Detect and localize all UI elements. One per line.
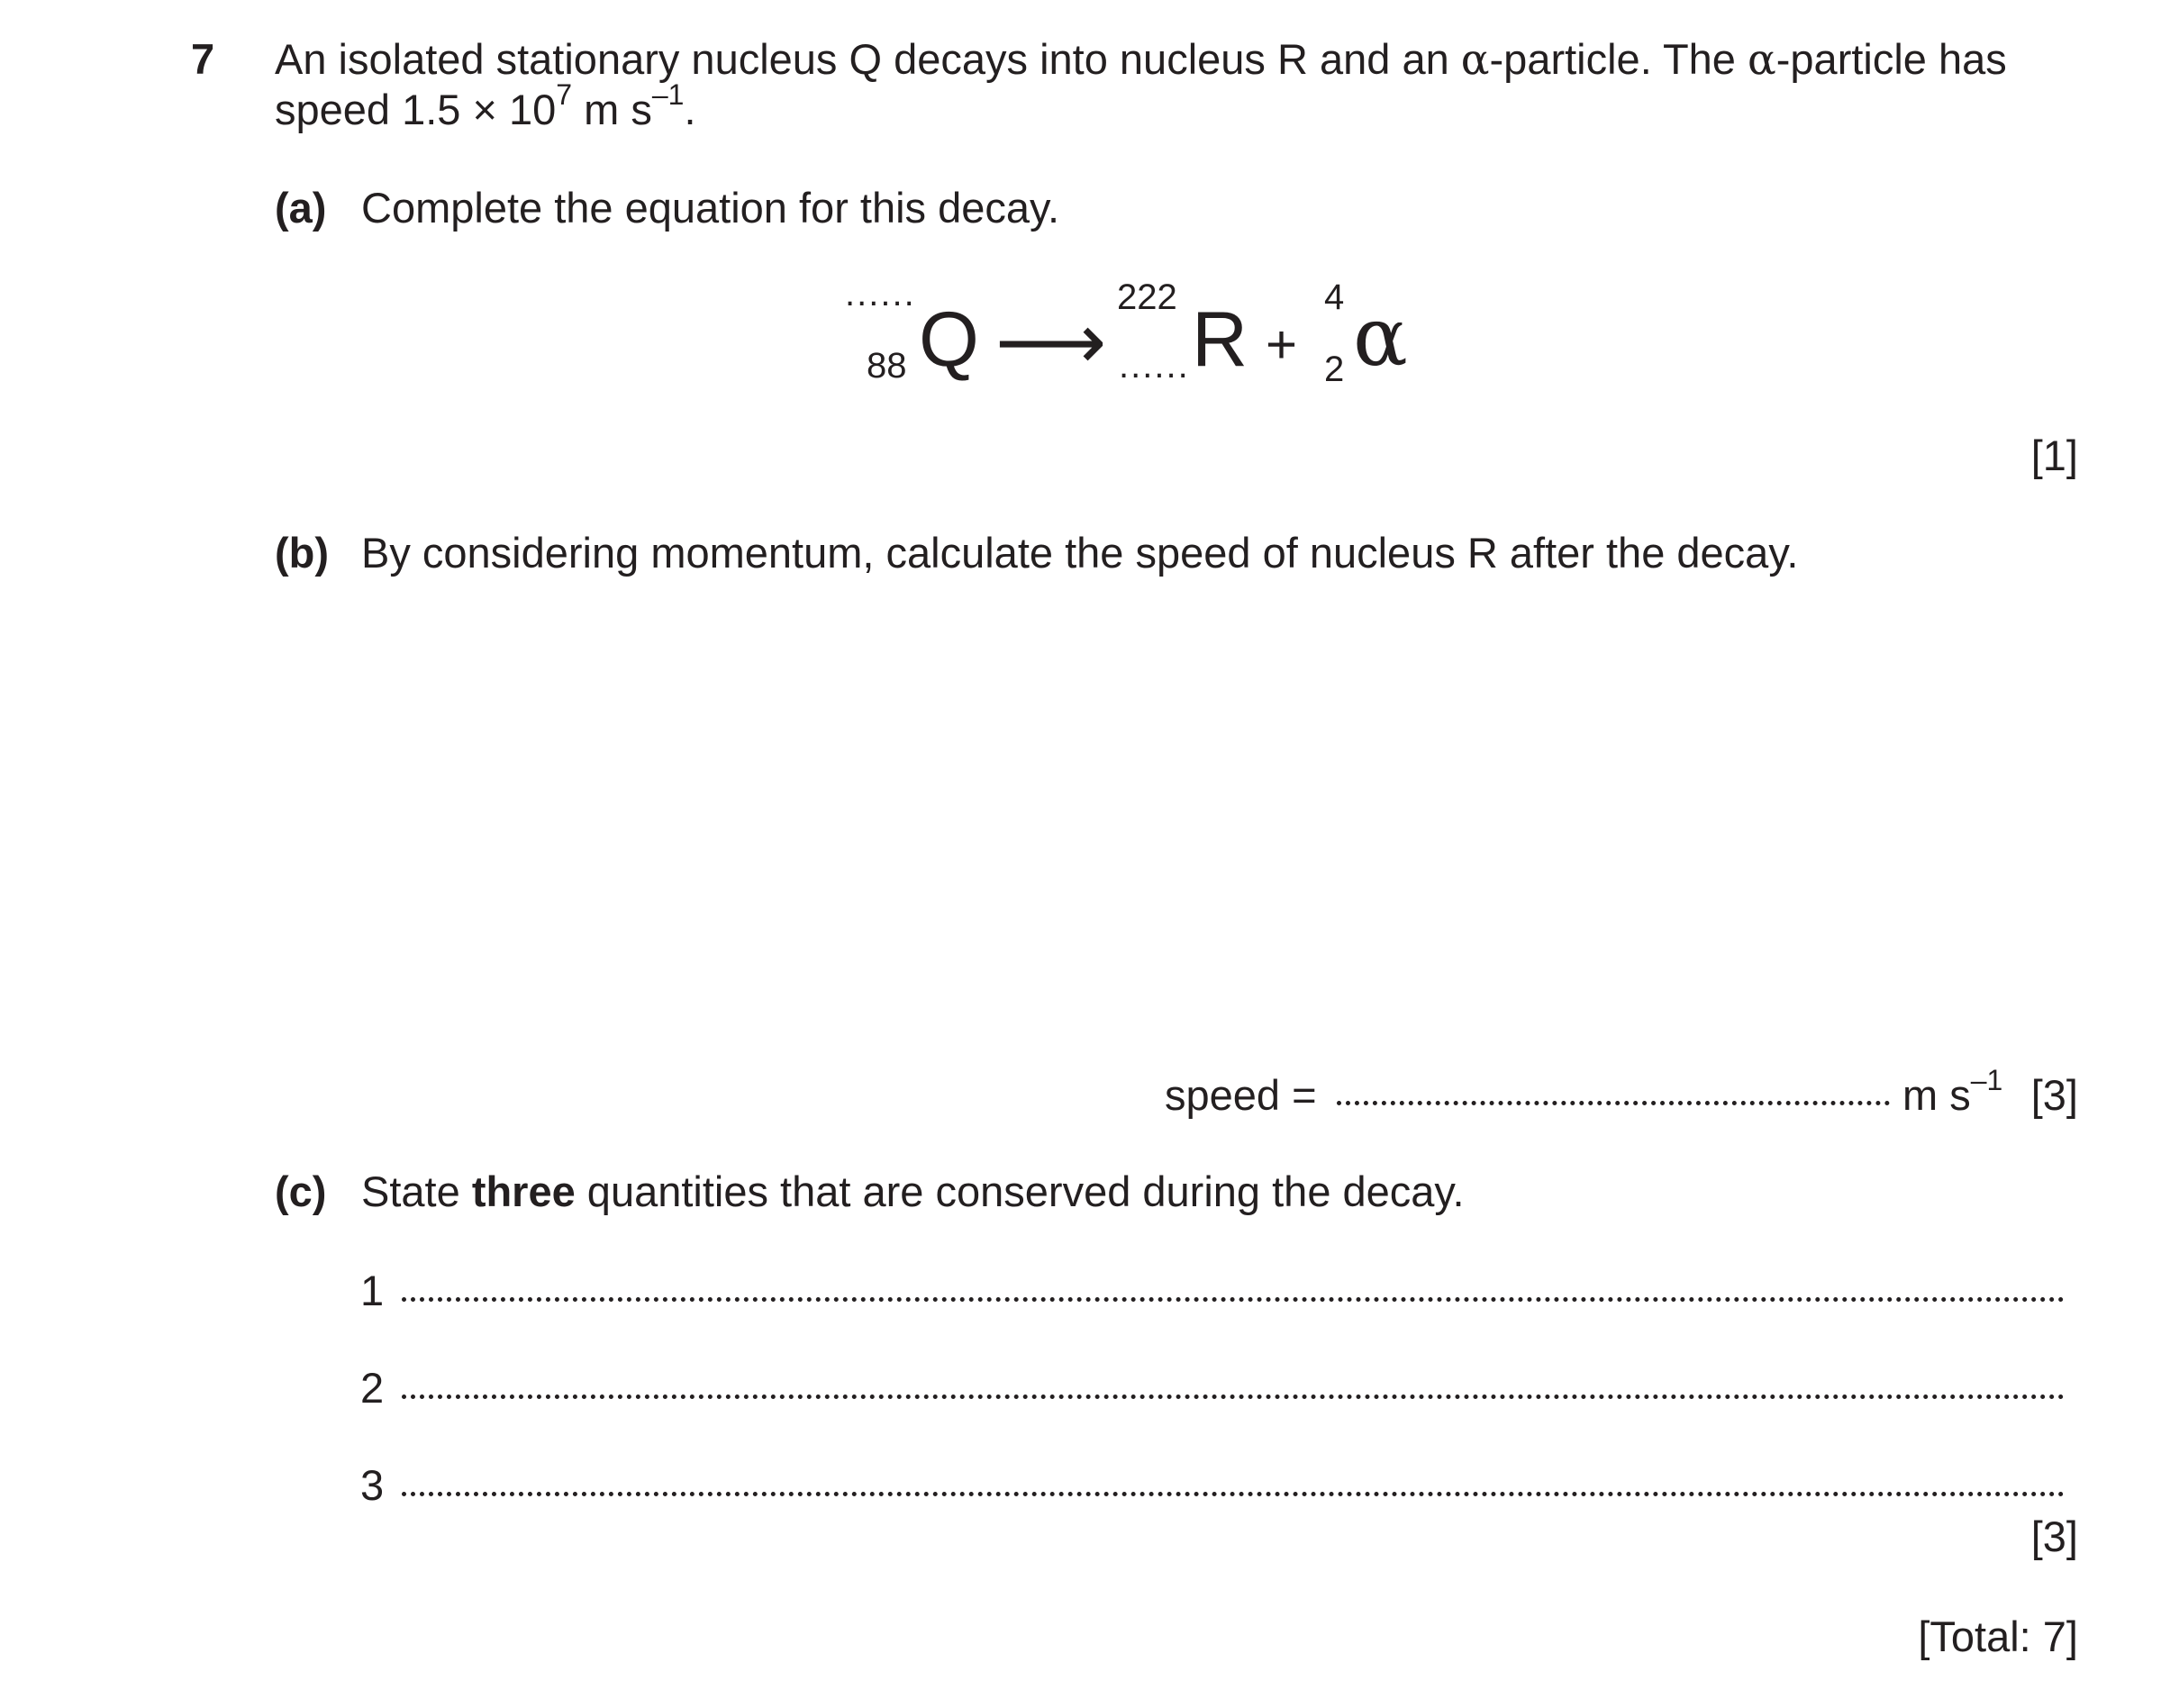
question-stem-line1 xyxy=(275,35,2076,85)
r-mass-number: 222 xyxy=(1117,277,1177,317)
question-stem-line2: speed $1.5 \times 10^7$ m $s^{-1}$. xyxy=(275,78,696,133)
q-symbol: Q xyxy=(919,296,979,383)
speed-answer-line[interactable] xyxy=(1337,1101,1890,1105)
r-symbol: R xyxy=(1192,296,1248,383)
r-atomic-blank[interactable]: ...... xyxy=(1119,346,1190,386)
q-atomic-number: 88 xyxy=(867,346,907,386)
stem-text-a: An isolated stationary nucleus Q decays into nucleus R and an α-particle. The α-particle has xyxy=(275,35,2007,85)
part-c-label: (c) xyxy=(275,1167,327,1215)
part-c-marks: [3] xyxy=(2030,1513,2078,1560)
part-b-label: (b) xyxy=(275,529,330,577)
alpha-symbol: α xyxy=(1748,35,1776,85)
answer-line-1[interactable] xyxy=(402,1297,2065,1302)
q-mass-blank[interactable]: ...... xyxy=(845,274,916,313)
answer-line-number-1: 1 xyxy=(360,1267,385,1314)
plus-sign: + xyxy=(1266,314,1298,375)
speed-unit: m $s^{-1}$ xyxy=(1902,1064,2003,1119)
speed-answer-label: speed = xyxy=(1165,1071,1317,1119)
part-a-label: (a) xyxy=(275,184,327,232)
question-number: 7 xyxy=(191,35,215,83)
arrow-icon: ⟶ xyxy=(995,297,1107,387)
part-a-marks: [1] xyxy=(2030,432,2078,479)
alpha-particle-symbol: α xyxy=(1353,290,1408,385)
answer-line-number-3: 3 xyxy=(360,1461,385,1509)
total-marks: [Total: 7] xyxy=(1918,1613,2078,1660)
answer-line-2[interactable] xyxy=(402,1395,2065,1399)
part-c-prompt: State three quantities that are conserved during the decay. xyxy=(361,1167,1465,1215)
alpha-symbol: α xyxy=(1460,35,1490,85)
answer-line-3[interactable] xyxy=(402,1492,2065,1496)
part-b-prompt: By considering momentum, calculate the speed of nucleus R after the decay. xyxy=(361,529,1799,577)
alpha-mass-number: 4 xyxy=(1324,277,1345,317)
part-a-prompt: Complete the equation for this decay. xyxy=(361,184,1060,232)
answer-line-number-2: 2 xyxy=(360,1364,385,1412)
part-b-marks: [3] xyxy=(2030,1071,2078,1119)
alpha-atomic-number: 2 xyxy=(1324,350,1345,389)
